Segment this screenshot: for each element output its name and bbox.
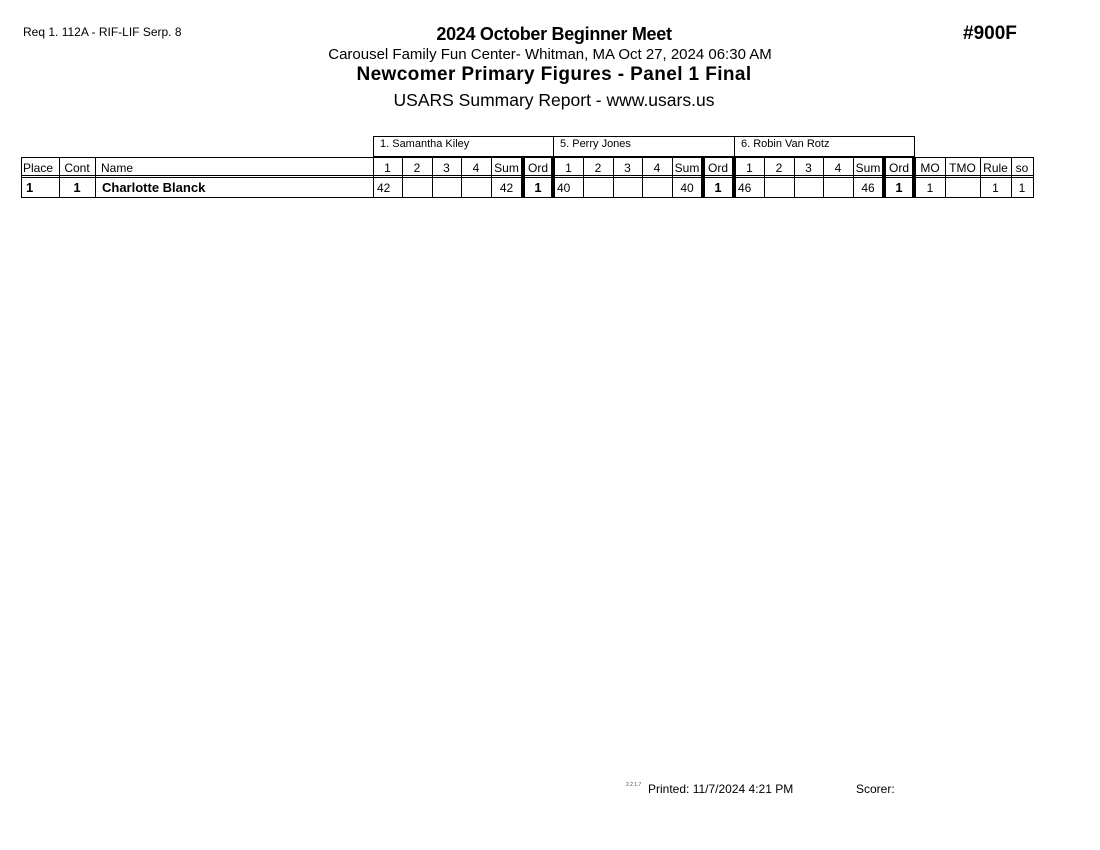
printed-timestamp: Printed: 11/7/2024 4:21 PM bbox=[648, 782, 794, 796]
col-j2-ord: Ord bbox=[707, 161, 728, 175]
col-place: Place bbox=[23, 161, 54, 175]
col-j3-2: 2 bbox=[775, 161, 783, 175]
col-j1-sum: Sum bbox=[494, 161, 519, 175]
row-name: Charlotte Blanck bbox=[102, 180, 206, 195]
col-j3-sum: Sum bbox=[855, 161, 881, 175]
col-rule: Rule bbox=[983, 161, 1008, 175]
judge-header-1: 1. Samantha Kiley bbox=[373, 136, 554, 157]
row-j3-ord: 1 bbox=[895, 180, 903, 195]
version-stamp: 2.2.1.7 bbox=[626, 782, 642, 788]
row-j1-sum: 42 bbox=[499, 181, 514, 195]
col-j2-4: 4 bbox=[653, 161, 661, 175]
row-j2-s1: 40 bbox=[557, 181, 571, 195]
row-place: 1 bbox=[26, 180, 34, 195]
row-mo: 1 bbox=[926, 181, 934, 195]
col-so: so bbox=[1015, 161, 1029, 175]
col-j1-1: 1 bbox=[384, 161, 391, 175]
report-subtitle: USARS Summary Report - www.usars.us bbox=[393, 90, 715, 110]
col-j1-4: 4 bbox=[472, 161, 480, 175]
judge-header-2: 5. Perry Jones bbox=[553, 136, 735, 157]
meet-title: 2024 October Beginner Meet bbox=[436, 24, 672, 44]
col-j1-2: 2 bbox=[413, 161, 421, 175]
row-so: 1 bbox=[1018, 181, 1026, 195]
scorer-label: Scorer: bbox=[856, 782, 895, 796]
row-j1-s1: 42 bbox=[377, 181, 391, 195]
col-mo: MO bbox=[920, 161, 940, 175]
col-j3-4: 4 bbox=[834, 161, 842, 175]
col-j1-3: 3 bbox=[443, 161, 450, 175]
judge-header-3: 6. Robin Van Rotz bbox=[734, 136, 915, 157]
request-label: Req 1. 112A - RIF-LIF Serp. 8 bbox=[23, 25, 182, 39]
venue-datetime: Carousel Family Fun Center- Whitman, MA Oct 27, 2024 06:30 AM bbox=[328, 46, 772, 63]
col-tmo: TMO bbox=[949, 161, 976, 175]
col-name: Name bbox=[101, 161, 134, 175]
col-j2-3: 3 bbox=[624, 161, 631, 175]
col-j2-2: 2 bbox=[594, 161, 602, 175]
col-j1-ord: Ord bbox=[527, 161, 548, 175]
row-j2-ord: 1 bbox=[714, 180, 722, 195]
col-j3-3: 3 bbox=[805, 161, 812, 175]
col-j2-sum: Sum bbox=[674, 161, 700, 175]
col-j3-ord: Ord bbox=[888, 161, 909, 175]
row-j1-ord: 1 bbox=[534, 180, 542, 195]
col-cont: Cont bbox=[64, 161, 90, 175]
row-cont: 1 bbox=[73, 180, 81, 195]
row-rule: 1 bbox=[992, 181, 999, 195]
col-j3-1: 1 bbox=[746, 161, 753, 175]
event-code: #900F bbox=[963, 23, 1017, 44]
col-j2-1: 1 bbox=[565, 161, 572, 175]
row-j3-s1: 46 bbox=[738, 181, 752, 195]
row-j2-sum: 40 bbox=[680, 181, 694, 195]
event-title: Newcomer Primary Figures - Panel 1 Final bbox=[356, 64, 752, 85]
row-j3-sum: 46 bbox=[861, 181, 875, 195]
